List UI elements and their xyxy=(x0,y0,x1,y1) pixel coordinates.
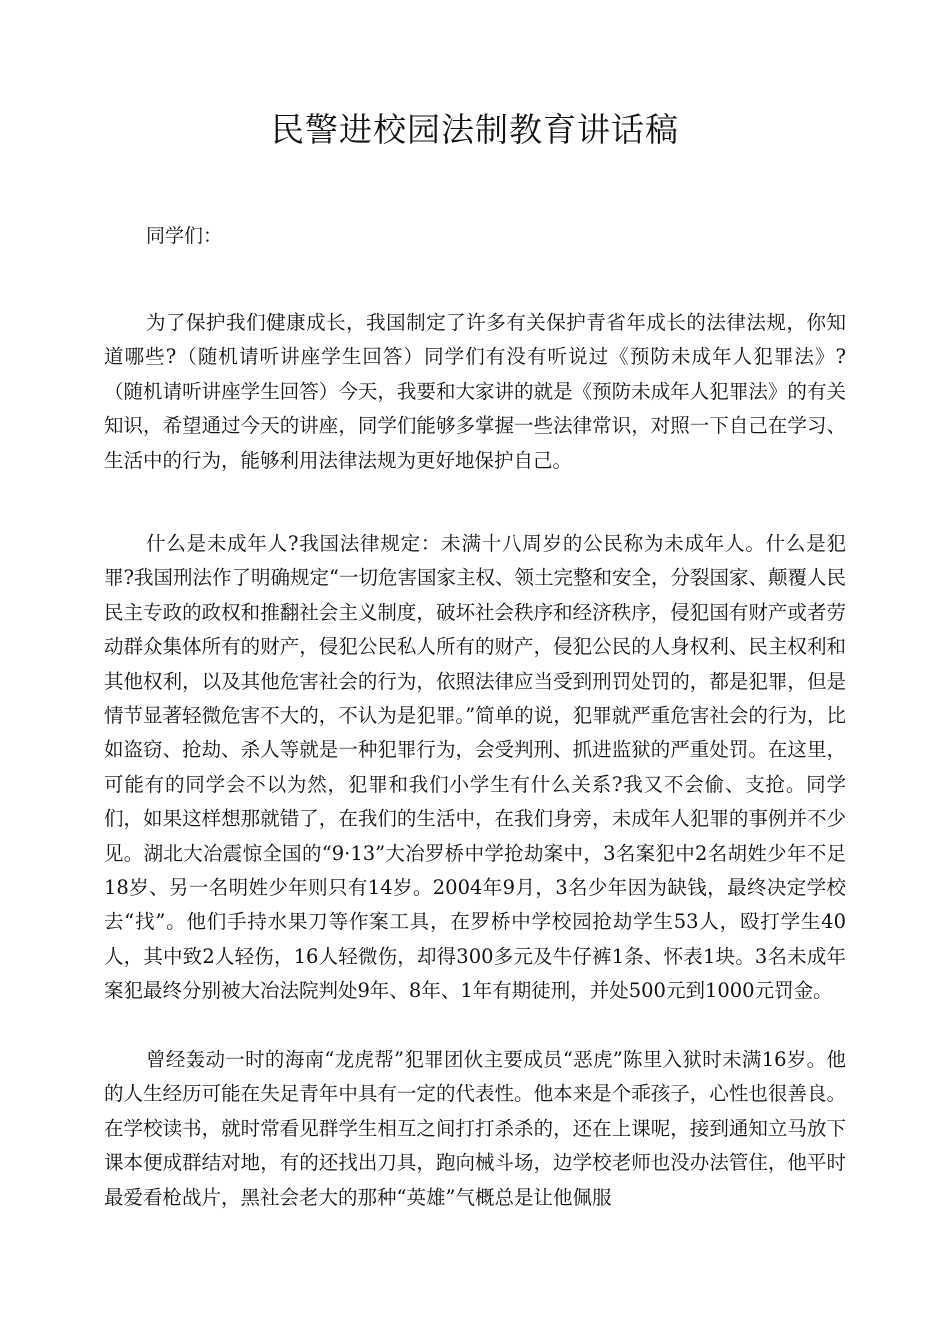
paragraph-intro: 为了保护我们健康成长，我国制定了许多有关保护青省年成长的法律法规，你知道哪些?（随机请听讲座学生回答）同学们有没有听说过《预防未成年人犯罪法》?（随机请听讲座学生回答）今天，我要和大家讲的就是《预防未成年人犯罪法》的有关知识，希望通过今天的讲座，同学们能够多掌握一些法律常识，对照一下自己在学习、生活中的行为，能够利用法律法规为更好地保护自己。 xyxy=(104,311,846,472)
paragraph-definition: 什么是未成年人?我国法律规定：未满十八周岁的公民称为未成年人。什么是犯罪?我国刑法作了明确规定“一切危害国家主权、领土完整和安全，分裂国家、颠覆人民民主专政的政权和推翻社会主义制度，破坏社会秩序和经济秩序，侵犯国有财产或者劳动群众集体所有的财产，侵犯公民私人所有的财产，侵犯公民的人身权利、民主权利和其他权利，以及其他危害社会的行为，依照法律应当受到刑罚处罚的，都是犯罪，但是情节显著轻微危害不大的，不认为是犯罪。”简单的说，犯罪就严重危害社会的行为，比如盗窃、抢劫、杀人等就是一种犯罪行为，会受判刑、抓进监狱的严重处罚。在这里，可能有的同学会不以为然，犯罪和我们小学生有什么关系?我又不会偷、支抢。同学们，如果这样想那就错了，在我们的生活中，在我们身旁，未成年人犯罪的事例并不少见。湖北大冶震惊全国的“9·13”大冶罗桥中学抢劫案中，3名案犯中2名胡姓少年不足18岁、另一名明姓少年则只有14岁。2004年9月，3名少年因为缺钱，最终决定学校去“找”。他们手持水果刀等作案工具，在罗桥中学校园抢劫学生53人，殴打学生40人，其中致2人轻伤，16人轻微伤，却得300多元及牛仔裤1条、怀表1块。3名未成年案犯最终分别被大冶法院判处9年、8年、1年有期徒刑，并处500元到1000元罚金。 xyxy=(104,532,846,1003)
paragraph-case-story: 曾经轰动一时的海南“龙虎帮”犯罪团伙主要成员“恶虎”陈里入狱时未满16岁。他的人生经历可能在失足青年中具有一定的代表性。他本来是个乖孩子，心性也很善良。在学校读书，就时常看见群学生相互之间打打杀杀的，还在上课呢，接到通知立马放下课本便成群结对地，有的还找出刀具，跑向械斗场，边学校老师也没办法管住，他平时最爱看枪战片，黑社会老大的那种“英雄”气概总是让他佩服 xyxy=(104,1048,846,1209)
greeting-text: 同学们： xyxy=(146,225,223,247)
document-title: 民警进校园法制教育讲话稿 xyxy=(271,110,679,149)
